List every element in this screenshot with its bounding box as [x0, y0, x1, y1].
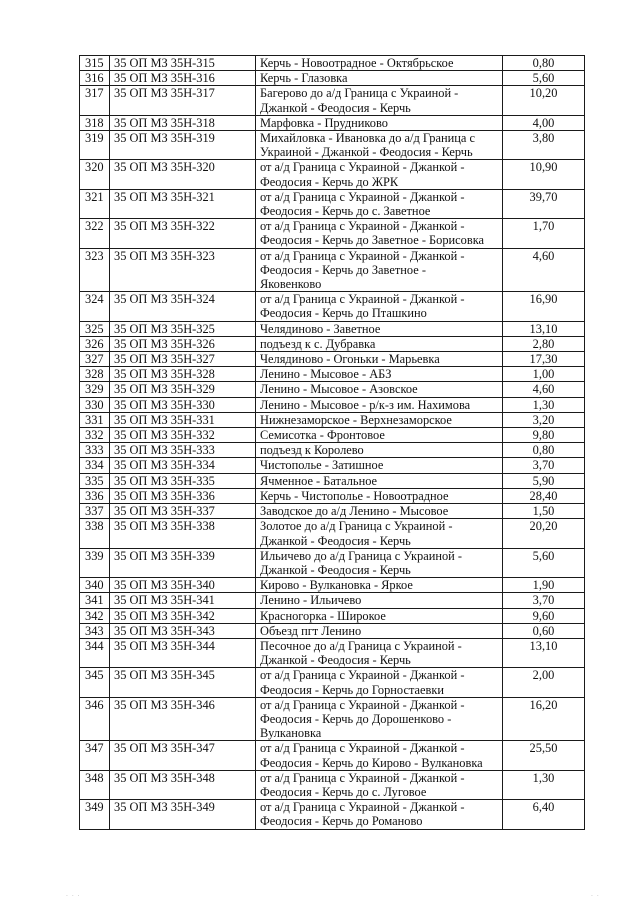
table-row	[80, 86, 585, 115]
road-length-cell: 1,00	[503, 367, 585, 382]
road-length-cell: 5,90	[503, 473, 585, 488]
table-row	[80, 623, 585, 638]
road-length-cell: 0,80	[503, 443, 585, 458]
road-name-cell	[256, 488, 503, 503]
road-code-cell: 35 ОП МЗ 35Н-348	[110, 770, 256, 799]
row-number-cell: 317	[80, 86, 110, 115]
road-code-cell: 35 ОП МЗ 35Н-319	[110, 131, 256, 160]
road-name-cell	[256, 412, 503, 427]
road-name-cell	[256, 248, 503, 292]
road-name-line: от а/д Граница с Украиной - Джанкой -	[260, 741, 465, 756]
road-code-cell: 35 ОП МЗ 35Н-342	[110, 608, 256, 623]
road-code-cell: 35 ОП МЗ 35Н-346	[110, 697, 256, 741]
road-name-line: Джанкой - Феодосия - Керчь	[260, 653, 411, 668]
road-name-cell	[256, 367, 503, 382]
road-length-cell: 1,30	[503, 397, 585, 412]
road-name-cell	[256, 352, 503, 367]
road-name-line: подъезд к с. Дубравка	[260, 336, 376, 351]
road-name-line: Джанкой - Феодосия - Керчь	[260, 100, 411, 115]
road-name-line: Кирово - Вулкановка - Яркое	[260, 578, 413, 593]
road-code-cell: 35 ОП МЗ 35Н-327	[110, 352, 256, 367]
row-number-cell: 345	[80, 668, 110, 697]
table-row	[80, 71, 585, 86]
road-length-cell: 1,50	[503, 504, 585, 519]
row-number-cell: 347	[80, 741, 110, 770]
road-name-cell	[256, 800, 503, 829]
road-name-cell	[256, 86, 503, 115]
table-row	[80, 321, 585, 336]
row-number-cell: 319	[80, 131, 110, 160]
road-name-cell	[256, 336, 503, 351]
row-number-cell: 320	[80, 160, 110, 189]
road-name-line: Багерово до а/д Граница с Украиной -	[260, 86, 459, 101]
table-row	[80, 519, 585, 548]
road-length-cell: 39,70	[503, 189, 585, 218]
road-name-line: Челядиново - Заветное	[260, 321, 381, 336]
table-row	[80, 668, 585, 697]
row-number-cell: 318	[80, 115, 110, 130]
road-length-cell: 17,30	[503, 352, 585, 367]
roads-table-body	[80, 56, 585, 830]
road-name-line: Ленино - Мысовое - АБЗ	[260, 367, 392, 382]
table-row	[80, 593, 585, 608]
row-number-cell: 315	[80, 56, 110, 71]
road-name-line: Керчь - Новоотрадное - Октябрьское	[260, 56, 454, 70]
road-name-line: Джанкой - Феодосия - Керчь	[260, 562, 411, 577]
road-name-line: Феодосия - Керчь до Дорошенково -	[260, 711, 452, 726]
road-name-line: от а/д Граница с Украиной - Джанкой -	[260, 668, 465, 683]
road-name-cell	[256, 548, 503, 577]
road-length-cell: 25,50	[503, 741, 585, 770]
road-code-cell: 35 ОП МЗ 35Н-331	[110, 412, 256, 427]
table-row	[80, 189, 585, 218]
road-length-cell: 10,90	[503, 160, 585, 189]
row-number-cell: 346	[80, 697, 110, 741]
road-name-cell	[256, 71, 503, 86]
table-row	[80, 382, 585, 397]
road-code-cell: 35 ОП МЗ 35Н-349	[110, 800, 256, 829]
roads-table	[79, 55, 585, 830]
row-number-cell: 344	[80, 638, 110, 667]
road-name-line: от а/д Граница с Украиной - Джанкой -	[260, 189, 465, 204]
road-name-cell	[256, 131, 503, 160]
row-number-cell: 325	[80, 321, 110, 336]
road-code-cell: 35 ОП МЗ 35Н-317	[110, 86, 256, 115]
road-length-cell: 5,60	[503, 548, 585, 577]
road-name-cell	[256, 160, 503, 189]
road-name-cell	[256, 382, 503, 397]
road-name-line: Ленино - Ильичево	[260, 593, 362, 608]
road-code-cell: 35 ОП МЗ 35Н-323	[110, 248, 256, 292]
road-name-line: Михайловка - Ивановка до а/д Граница с	[260, 131, 475, 146]
road-name-line: Феодосия - Керчь до Заветное - Борисовка	[260, 233, 485, 248]
road-name-cell	[256, 292, 503, 321]
road-code-cell: 35 ОП МЗ 35Н-315	[110, 56, 256, 71]
road-name-cell	[256, 593, 503, 608]
road-length-cell: 4,60	[503, 248, 585, 292]
road-name-line: Ленино - Мысовое - р/к-з им. Нахимова	[260, 397, 471, 412]
table-row	[80, 458, 585, 473]
road-name-line: от а/д Граница с Украиной - Джанкой -	[260, 219, 465, 234]
road-code-cell: 35 ОП МЗ 35Н-332	[110, 428, 256, 443]
table-row	[80, 770, 585, 799]
road-name-line: Феодосия - Керчь до Горностаевки	[260, 682, 445, 697]
table-row	[80, 352, 585, 367]
road-name-cell	[256, 668, 503, 697]
road-name-line: Ячменное - Батальное	[260, 473, 378, 488]
road-code-cell: 35 ОП МЗ 35Н-326	[110, 336, 256, 351]
road-name-line: Ленино - Мысовое - Азовское	[260, 382, 418, 397]
table-row	[80, 548, 585, 577]
table-row	[80, 504, 585, 519]
road-length-cell: 1,90	[503, 578, 585, 593]
road-code-cell: 35 ОП МЗ 35Н-330	[110, 397, 256, 412]
road-name-cell	[256, 473, 503, 488]
road-code-cell: 35 ОП МЗ 35Н-321	[110, 189, 256, 218]
table-row	[80, 741, 585, 770]
table-row	[80, 638, 585, 667]
road-name-cell	[256, 56, 503, 71]
row-number-cell: 342	[80, 608, 110, 623]
road-length-cell: 0,80	[503, 56, 585, 71]
table-row	[80, 397, 585, 412]
road-name-cell	[256, 428, 503, 443]
row-number-cell: 333	[80, 443, 110, 458]
road-name-line: Марфовка - Прудниково	[260, 115, 388, 130]
row-number-cell: 340	[80, 578, 110, 593]
road-name-cell	[256, 189, 503, 218]
road-length-cell: 20,20	[503, 519, 585, 548]
row-number-cell: 324	[80, 292, 110, 321]
road-name-line: от а/д Граница с Украиной - Джанкой -	[260, 770, 465, 785]
table-row	[80, 131, 585, 160]
road-code-cell: 35 ОП МЗ 35Н-344	[110, 638, 256, 667]
row-number-cell: 338	[80, 519, 110, 548]
road-code-cell: 35 ОП МЗ 35Н-320	[110, 160, 256, 189]
road-name-line: Объезд пгт Ленино	[260, 623, 362, 638]
road-name-line: от а/д Граница с Украиной - Джанкой -	[260, 292, 465, 307]
road-length-cell: 6,40	[503, 800, 585, 829]
road-code-cell: 35 ОП МЗ 35Н-318	[110, 115, 256, 130]
road-name-cell	[256, 623, 503, 638]
road-name-cell	[256, 697, 503, 741]
table-row	[80, 292, 585, 321]
road-code-cell: 35 ОП МЗ 35Н-338	[110, 519, 256, 548]
road-name-line: Ильичево до а/д Граница с Украиной -	[260, 548, 463, 563]
road-code-cell: 35 ОП МЗ 35Н-336	[110, 488, 256, 503]
road-name-line: Золотое до а/д Граница с Украиной -	[260, 519, 453, 534]
road-name-line: подъезд к Королево	[260, 443, 364, 458]
table-row	[80, 367, 585, 382]
table-row	[80, 800, 585, 829]
table-row	[80, 248, 585, 292]
road-name-line: Феодосия - Керчь до с. Луговое	[260, 784, 427, 799]
road-length-cell: 3,70	[503, 458, 585, 473]
road-name-cell	[256, 443, 503, 458]
road-name-line: Заводское до а/д Ленино - Мысовое	[260, 504, 449, 519]
road-name-cell	[256, 578, 503, 593]
road-name-line: Джанкой - Феодосия - Керчь	[260, 533, 411, 548]
road-name-line: Феодосия - Керчь до Заветное -	[260, 262, 426, 277]
row-number-cell: 341	[80, 593, 110, 608]
table-row	[80, 336, 585, 351]
road-length-cell: 2,00	[503, 668, 585, 697]
road-name-line: Яковенково	[260, 277, 322, 292]
row-number-cell: 332	[80, 428, 110, 443]
road-length-cell: 3,70	[503, 593, 585, 608]
road-length-cell: 10,20	[503, 86, 585, 115]
road-name-line: Вулкановка	[260, 726, 322, 741]
road-name-line: Чистополье - Затишное	[260, 458, 384, 473]
table-row	[80, 488, 585, 503]
table-row	[80, 56, 585, 71]
road-code-cell: 35 ОП МЗ 35Н-335	[110, 473, 256, 488]
road-name-cell	[256, 458, 503, 473]
road-length-cell: 16,20	[503, 697, 585, 741]
road-code-cell: 35 ОП МЗ 35Н-333	[110, 443, 256, 458]
row-number-cell: 334	[80, 458, 110, 473]
road-length-cell: 9,80	[503, 428, 585, 443]
row-number-cell: 335	[80, 473, 110, 488]
row-number-cell: 331	[80, 412, 110, 427]
road-length-cell: 3,80	[503, 131, 585, 160]
road-code-cell: 35 ОП МЗ 35Н-341	[110, 593, 256, 608]
road-code-cell: 35 ОП МЗ 35Н-339	[110, 548, 256, 577]
road-name-cell	[256, 504, 503, 519]
road-name-line: Керчь - Чистополье - Новоотрадное	[260, 488, 449, 503]
road-name-line: от а/д Граница с Украиной - Джанкой -	[260, 697, 465, 712]
row-number-cell: 323	[80, 248, 110, 292]
road-name-cell	[256, 397, 503, 412]
road-name-cell	[256, 770, 503, 799]
row-number-cell: 349	[80, 800, 110, 829]
row-number-cell: 328	[80, 367, 110, 382]
table-row	[80, 697, 585, 741]
road-code-cell: 35 ОП МЗ 35Н-324	[110, 292, 256, 321]
scan-mark-left: · · ·	[66, 893, 81, 900]
table-row	[80, 473, 585, 488]
row-number-cell: 329	[80, 382, 110, 397]
road-length-cell: 3,20	[503, 412, 585, 427]
scan-mark-right: · ·	[591, 893, 600, 900]
road-code-cell: 35 ОП МЗ 35Н-322	[110, 219, 256, 248]
road-name-line: Красногорка - Широкое	[260, 608, 386, 623]
road-code-cell: 35 ОП МЗ 35Н-343	[110, 623, 256, 638]
road-name-cell	[256, 608, 503, 623]
row-number-cell: 336	[80, 488, 110, 503]
road-name-cell	[256, 219, 503, 248]
road-name-line: Феодосия - Керчь до ЖРК	[260, 174, 399, 189]
road-name-line: Песочное до а/д Граница с Украиной -	[260, 638, 462, 653]
road-name-cell	[256, 638, 503, 667]
row-number-cell: 326	[80, 336, 110, 351]
road-code-cell: 35 ОП МЗ 35Н-337	[110, 504, 256, 519]
row-number-cell: 343	[80, 623, 110, 638]
row-number-cell: 316	[80, 71, 110, 86]
road-length-cell: 5,60	[503, 71, 585, 86]
road-length-cell: 2,80	[503, 336, 585, 351]
table-row	[80, 219, 585, 248]
road-code-cell: 35 ОП МЗ 35Н-329	[110, 382, 256, 397]
road-length-cell: 1,70	[503, 219, 585, 248]
table-row	[80, 412, 585, 427]
row-number-cell: 337	[80, 504, 110, 519]
row-number-cell: 321	[80, 189, 110, 218]
road-name-line: Челядиново - Огоньки - Марьевка	[260, 352, 440, 367]
road-code-cell: 35 ОП МЗ 35Н-316	[110, 71, 256, 86]
road-code-cell: 35 ОП МЗ 35Н-340	[110, 578, 256, 593]
road-name-line: Керчь - Глазовка	[260, 71, 348, 86]
road-code-cell: 35 ОП МЗ 35Н-347	[110, 741, 256, 770]
road-length-cell: 13,10	[503, 638, 585, 667]
road-length-cell: 0,60	[503, 623, 585, 638]
road-length-cell: 9,60	[503, 608, 585, 623]
table-row	[80, 578, 585, 593]
table-row	[80, 428, 585, 443]
road-length-cell: 4,60	[503, 382, 585, 397]
road-name-line: Феодосия - Керчь до с. Заветное	[260, 204, 431, 219]
table-row	[80, 160, 585, 189]
row-number-cell: 322	[80, 219, 110, 248]
road-length-cell: 4,00	[503, 115, 585, 130]
road-name-line: от а/д Граница с Украиной - Джанкой -	[260, 160, 465, 175]
road-name-line: Семисотка - Фронтовое	[260, 428, 385, 443]
road-code-cell: 35 ОП МЗ 35Н-328	[110, 367, 256, 382]
row-number-cell: 327	[80, 352, 110, 367]
row-number-cell: 339	[80, 548, 110, 577]
road-name-cell	[256, 115, 503, 130]
road-name-line: от а/д Граница с Украиной - Джанкой -	[260, 800, 465, 815]
table-row	[80, 608, 585, 623]
road-name-cell	[256, 321, 503, 336]
road-name-line: от а/д Граница с Украиной - Джанкой -	[260, 248, 465, 263]
road-length-cell: 28,40	[503, 488, 585, 503]
table-row	[80, 115, 585, 130]
road-name-line: Феодосия - Керчь до Пташкино	[260, 306, 427, 321]
road-name-line: Феодосия - Керчь до Романово	[260, 814, 423, 829]
road-name-cell	[256, 741, 503, 770]
road-length-cell: 1,30	[503, 770, 585, 799]
road-code-cell: 35 ОП МЗ 35Н-345	[110, 668, 256, 697]
road-name-line: Нижнезаморское - Верхнезаморское	[260, 412, 452, 427]
road-name-cell	[256, 519, 503, 548]
road-length-cell: 16,90	[503, 292, 585, 321]
road-name-line: Феодосия - Керчь до Кирово - Вулкановка	[260, 755, 483, 770]
road-name-line: Украиной - Джанкой - Феодосия - Керчь	[260, 145, 473, 160]
row-number-cell: 330	[80, 397, 110, 412]
road-code-cell: 35 ОП МЗ 35Н-334	[110, 458, 256, 473]
table-row	[80, 443, 585, 458]
road-length-cell: 13,10	[503, 321, 585, 336]
row-number-cell: 348	[80, 770, 110, 799]
road-code-cell: 35 ОП МЗ 35Н-325	[110, 321, 256, 336]
